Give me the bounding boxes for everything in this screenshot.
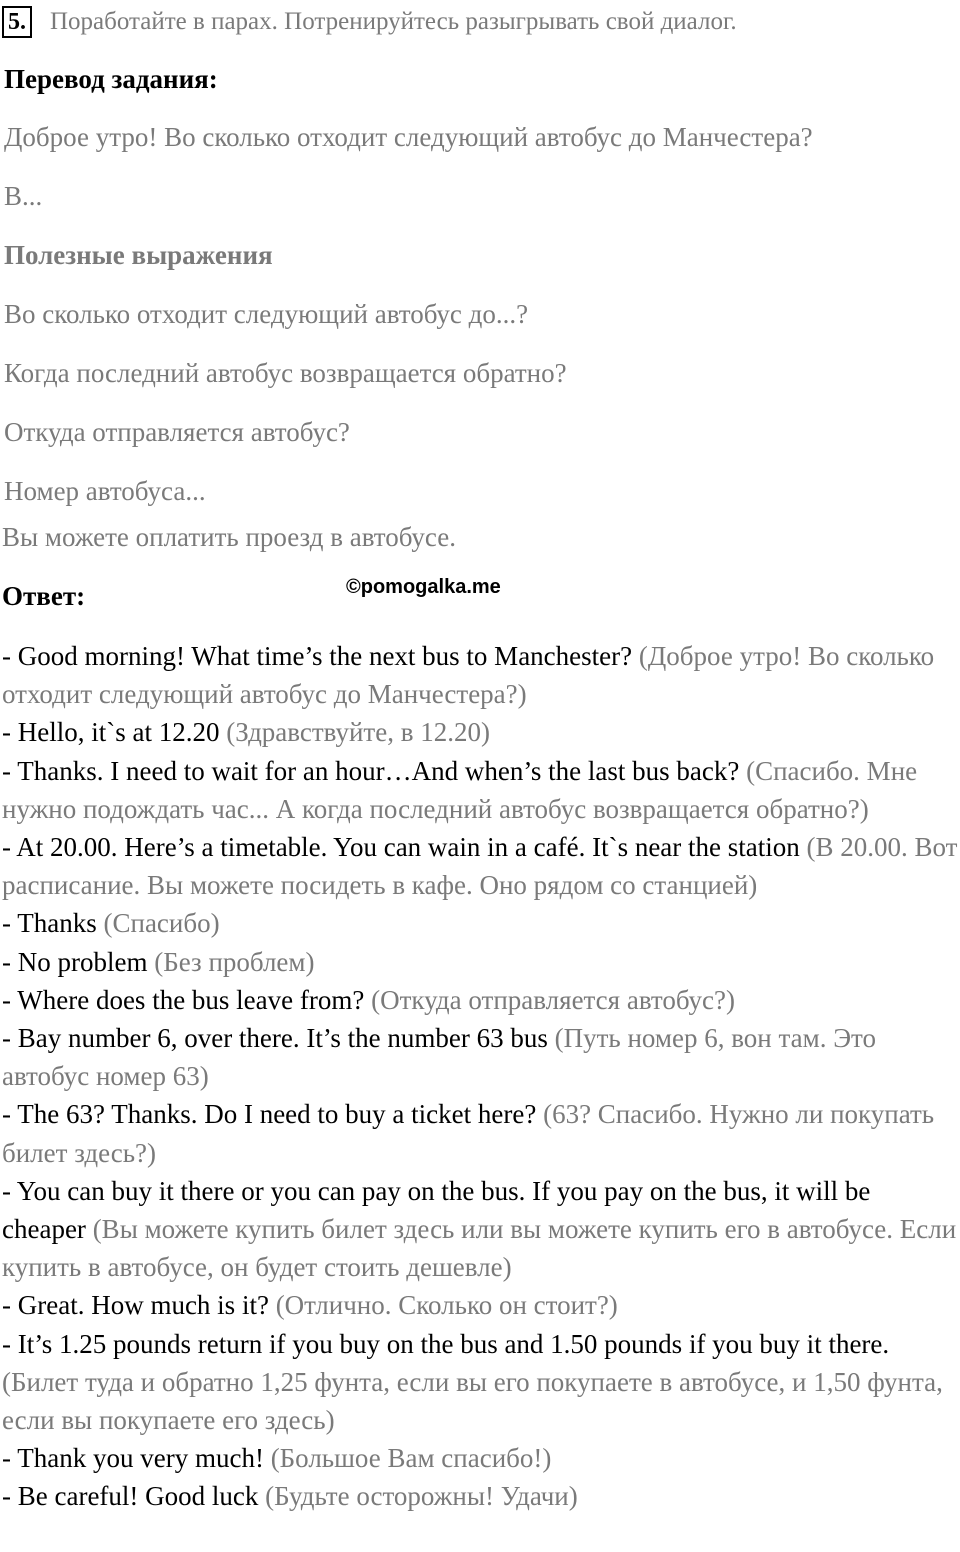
dialog-line bbox=[2, 1019, 958, 1095]
dialog-english: - Bay number 6, over there. It’s the number 63 bus bbox=[2, 1023, 548, 1054]
dialog-english: - Great. How much is it? bbox=[2, 1290, 269, 1321]
dialog-english: - Thank you very much! bbox=[2, 1443, 264, 1474]
dialog-line bbox=[2, 904, 958, 942]
dialog bbox=[2, 637, 958, 1516]
dialog-line bbox=[2, 1095, 958, 1171]
watermark: ©pomogalka.me bbox=[346, 576, 501, 598]
dialog-english: - Thanks bbox=[2, 908, 97, 939]
dialog-translation: (Спасибо. Мне нужно подождать час... А когда последний автобус возвращается обратно?) bbox=[2, 755, 918, 824]
dialog-translation: (Доброе утро! Во сколько отходит следующий автобус до Манчестера?) bbox=[2, 641, 935, 710]
translation-heading: Перевод задания: bbox=[4, 64, 218, 94]
dialog-translation: (Большое Вам спасибо!) bbox=[270, 1443, 552, 1474]
dialog-english: - You can buy it there or you can pay on the bus. If you pay on the bus, it will be cheaper bbox=[2, 1175, 871, 1245]
dialog-translation: (Откуда отправляется автобус?) bbox=[371, 984, 736, 1015]
phrase-item: Откуда отправляется автобус? bbox=[4, 417, 350, 447]
dialog-translation: (Здравствуйте, в 12.20) bbox=[226, 717, 490, 748]
phrase-item: Номер автобуса... bbox=[4, 476, 206, 506]
dialog-line bbox=[2, 1439, 958, 1477]
task-header bbox=[2, 4, 737, 40]
dialog-line bbox=[2, 1477, 958, 1515]
dialog-english: - Good morning! What time’s the next bus to Manchester? bbox=[2, 641, 633, 671]
dialog-line bbox=[2, 943, 958, 981]
task-number: 5. bbox=[2, 6, 32, 38]
dialog-translation: (Будьте осторожны! Удачи) bbox=[265, 1481, 578, 1512]
task-text: Поработайте в парах. Потренируйтесь разыгрывать свой диалог. bbox=[50, 8, 737, 35]
phrases-heading: Полезные выражения bbox=[4, 240, 273, 270]
translation-line-1: Доброе утро! Во сколько отходит следующий автобус до Манчестера? bbox=[4, 122, 813, 152]
dialog-line bbox=[2, 637, 958, 713]
dialog-english: - At 20.00. Here’s a timetable. You can wain in a café. It`s near the station bbox=[2, 832, 800, 863]
dialog-translation: (Без проблем) bbox=[154, 946, 315, 977]
dialog-line bbox=[2, 752, 958, 828]
answer-heading: Ответ: bbox=[2, 581, 86, 611]
dialog-translation: (Путь номер 6, вон там. Это автобус номер 63) bbox=[2, 1023, 876, 1092]
dialog-line bbox=[2, 828, 958, 904]
dialog-english: - Hello, it`s at 12.20 bbox=[2, 717, 220, 748]
dialog-line bbox=[2, 1286, 958, 1324]
dialog-translation: (Вы можете купить билет здесь или вы можете купить его в автобусе. Если купить в автобусе, он будет стоить дешевле) bbox=[2, 1214, 957, 1283]
translation-line-2: B... bbox=[4, 181, 43, 211]
dialog-english: - Where does the bus leave from? bbox=[2, 984, 365, 1015]
dialog-line bbox=[2, 1172, 958, 1287]
phrase-item: Во сколько отходит следующий автобус до...? bbox=[4, 299, 529, 329]
dialog-line bbox=[2, 713, 958, 751]
dialog-english: - It’s 1.25 pounds return if you buy on the bus and 1.50 pounds if you buy it there. bbox=[2, 1328, 890, 1359]
dialog-translation: (Отлично. Сколько он стоит?) bbox=[275, 1290, 618, 1321]
dialog-english: - The 63? Thanks. Do I need to buy a ticket here? bbox=[2, 1099, 537, 1130]
dialog-translation: (В 20.00. Вот расписание. Вы можете посидеть в кафе. Оно рядом со станцией) bbox=[2, 832, 958, 901]
dialog-translation: (63? Спасибо. Нужно ли покупать билет здесь?) bbox=[2, 1099, 935, 1168]
dialog-translation: (Билет туда и обратно 1,25 фунта, если вы его покупаете в автобусе, и 1,50 фунта, если вы покупаете его здесь) bbox=[2, 1366, 943, 1436]
dialog-english: - Thanks. I need to wait for an hour…And when’s the last bus back? bbox=[2, 755, 740, 786]
dialog-line bbox=[2, 1325, 958, 1440]
dialog-line bbox=[2, 981, 958, 1019]
dialog-english: - No problem bbox=[2, 946, 148, 977]
dialog-english: - Be careful! Good luck bbox=[2, 1481, 259, 1512]
phrase-item: Когда последний автобус возвращается обратно? bbox=[4, 358, 567, 388]
dialog-translation: (Спасибо) bbox=[103, 908, 220, 939]
phrase-item: Вы можете оплатить проезд в автобусе. bbox=[2, 522, 456, 552]
